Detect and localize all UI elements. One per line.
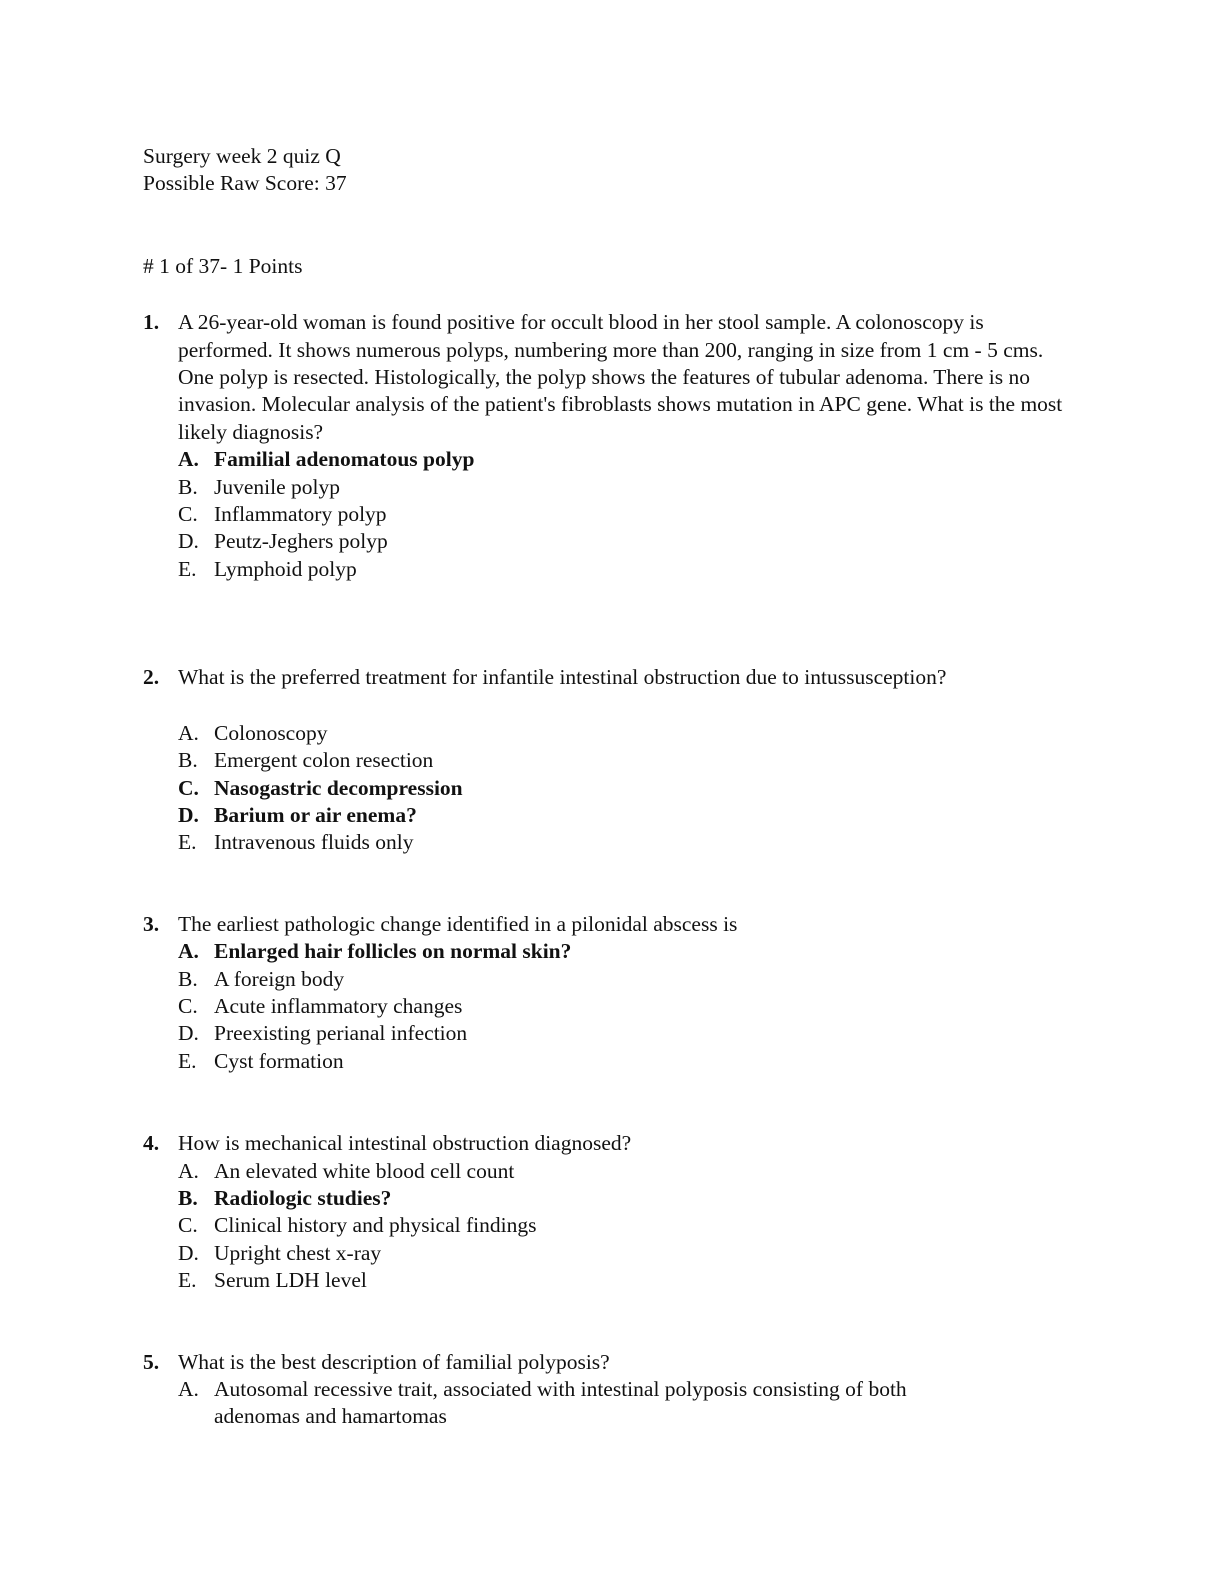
answer-option xyxy=(178,501,1083,528)
question-4 xyxy=(143,1130,1083,1294)
raw-score: Possible Raw Score: 37 xyxy=(143,171,347,196)
answer-options xyxy=(178,446,1083,583)
option-letter: E. xyxy=(178,1268,197,1293)
option-letter: B. xyxy=(178,1185,198,1210)
option-text: Emergent colon resection xyxy=(214,748,434,773)
answer-options xyxy=(178,938,1083,1075)
option-text: Cyst formation xyxy=(214,1048,344,1073)
option-letter: E. xyxy=(178,556,197,581)
question-3 xyxy=(143,911,1083,1075)
option-letter: A. xyxy=(178,720,199,745)
option-text: Nasogastric decompression xyxy=(214,775,463,800)
option-text: Peutz-Jeghers polyp xyxy=(214,529,388,554)
question-text: What is the best description of familial polyposis? xyxy=(178,1349,610,1374)
option-letter: C. xyxy=(178,993,198,1018)
answer-option xyxy=(178,556,1083,583)
option-letter: C. xyxy=(178,775,199,800)
option-text: Intravenous fluids only xyxy=(214,830,414,855)
option-text: Preexisting perianal infection xyxy=(214,1021,468,1046)
answer-option xyxy=(178,1048,1083,1075)
option-text: Familial adenomatous polyp xyxy=(214,447,475,472)
answer-option xyxy=(178,829,1083,856)
question-text: The earliest pathologic change identified in a pilonidal abscess is xyxy=(178,911,738,936)
question-2 xyxy=(143,664,1083,856)
answer-option xyxy=(178,528,1083,555)
option-letter: D. xyxy=(178,1240,199,1265)
answer-option xyxy=(178,775,1083,802)
option-letter: E. xyxy=(178,830,197,855)
answer-options xyxy=(178,1158,1083,1295)
option-letter: D. xyxy=(178,1021,199,1046)
question-number: 2. xyxy=(143,665,160,690)
option-letter: C. xyxy=(178,1213,198,1238)
option-text: Clinical history and physical findings xyxy=(214,1213,537,1238)
answer-option xyxy=(178,993,1083,1020)
points-label: # 1 of 37- 1 Points xyxy=(143,253,303,278)
document-page xyxy=(143,143,1083,1431)
question-number: 1. xyxy=(143,310,160,335)
answer-option xyxy=(178,747,1083,774)
answer-option xyxy=(178,446,1083,473)
option-text: An elevated white blood cell count xyxy=(214,1158,515,1183)
option-text: Enlarged hair follicles on normal skin? xyxy=(214,939,572,964)
option-text: Juvenile polyp xyxy=(214,474,340,499)
answer-option xyxy=(178,1020,1083,1047)
answer-options xyxy=(178,720,1083,857)
answer-option xyxy=(178,1240,1083,1267)
question-number: 3. xyxy=(143,911,160,936)
option-text: Lymphoid polyp xyxy=(214,556,357,581)
question-text: What is the preferred treatment for infantile intestinal obstruction due to intussusception? xyxy=(178,665,947,690)
answer-option xyxy=(178,938,1083,965)
answer-options xyxy=(178,1376,1083,1431)
option-letter: A. xyxy=(178,1158,199,1183)
question-5 xyxy=(143,1349,1083,1431)
option-letter: A. xyxy=(178,939,199,964)
answer-option xyxy=(178,1212,1083,1239)
question-1 xyxy=(143,309,1083,583)
option-text: Acute inflammatory changes xyxy=(214,993,463,1018)
option-text: Radiologic studies? xyxy=(214,1185,392,1210)
option-letter: B. xyxy=(178,748,198,773)
answer-option xyxy=(178,720,1083,747)
option-text: Inflammatory polyp xyxy=(214,502,387,527)
option-letter: B. xyxy=(178,474,198,499)
option-letter: E. xyxy=(178,1048,197,1073)
option-text: A foreign body xyxy=(214,966,345,991)
option-text: Autosomal recessive trait, associated with intestinal polyposis consisting of both adenomas and hamartomas xyxy=(214,1377,907,1429)
option-letter: A. xyxy=(178,1377,199,1401)
question-text: How is mechanical intestinal obstruction diagnosed? xyxy=(178,1131,632,1156)
option-text: Serum LDH level xyxy=(214,1268,367,1293)
option-letter: B. xyxy=(178,966,198,991)
option-letter: D. xyxy=(178,529,199,554)
answer-option xyxy=(178,474,1083,501)
option-text: Upright chest x-ray xyxy=(214,1240,382,1265)
option-text: Barium or air enema? xyxy=(214,802,417,827)
question-number: 5. xyxy=(143,1349,160,1374)
answer-option xyxy=(178,1185,1083,1212)
option-letter: A. xyxy=(178,447,199,472)
answer-option xyxy=(178,802,1083,829)
question-number: 4. xyxy=(143,1131,160,1156)
option-letter: C. xyxy=(178,502,198,527)
answer-option xyxy=(178,966,1083,993)
option-letter: D. xyxy=(178,802,199,827)
document-title: Surgery week 2 quiz Q xyxy=(143,144,341,168)
answer-option xyxy=(178,1267,1083,1294)
answer-option xyxy=(178,1158,1083,1185)
answer-option xyxy=(178,1376,1083,1431)
option-text: Colonoscopy xyxy=(214,720,328,745)
question-text: A 26-year-old woman is found positive for occult blood in her stool sample. A colonoscopy is performed. It shows numerous polyps, numbering more than 200, ranging in size from 1 cm - 5 cms. One polyp is resected. Histologically, the polyp shows the features of tubular adenoma. There is no invasion. Molecular analysis of the patient's fibroblasts shows mutation in APC gene. What is the most likely diagnosis? xyxy=(178,310,1063,444)
